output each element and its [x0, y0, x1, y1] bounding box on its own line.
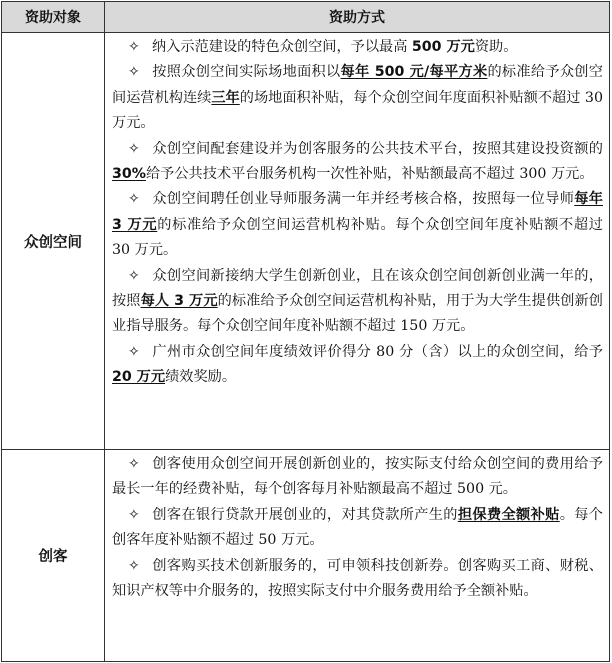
funding-item — [112, 452, 603, 503]
header-funding-method: 资助方式 — [105, 2, 610, 33]
funding-item — [112, 137, 603, 188]
highlighted-amount: 每年 3 万元 — [112, 191, 603, 233]
item-text: 众创空间聘任创业导师服务满一年并经考核合格，按照每一位导师 — [152, 191, 575, 208]
bullet-diamond-icon: ✧ — [128, 456, 140, 472]
highlighted-amount: 500 万元 — [411, 39, 475, 55]
funding-object-cell: 创客 — [2, 450, 105, 662]
item-text: 的标准给予众创空间运营机构连续 — [112, 64, 603, 106]
item-text: 的标准给予众创空间运营机构补贴，用于为大学生提供创新创业指导服务。每个众创空间年度补贴额不超过 150 万元。 — [112, 293, 603, 335]
header-funding-object: 资助对象 — [2, 2, 105, 33]
item-text: 资助。 — [474, 39, 518, 55]
bullet-diamond-icon: ✧ — [128, 140, 140, 157]
funding-item — [112, 554, 603, 605]
item-text: 广州市众创空间年度绩效评价得分 80 分（含）以上的众创空间，给予 — [152, 343, 603, 360]
highlighted-amount: 20 万元 — [112, 369, 166, 386]
item-text: 按照众创空间实际场地面积以 — [152, 64, 341, 81]
item-text: 创客在银行贷款开展创业的，对其贷款所产生的 — [152, 506, 458, 523]
funding-method-cell — [105, 450, 610, 662]
item-text: 众创空间配套建设并为创客服务的公共技术平台，按照其建设投资额的 — [152, 140, 603, 157]
item-text: 众创空间新接纳大学生创新创业，且在该众创空间创新创业满一年的，按照 — [112, 267, 603, 310]
item-text: 创客使用众创空间开展创新创业的，按实际支付给众创空间的费用给予最长一年的经费补贴，每个创客每月补贴额最高不超过 500 元。 — [112, 456, 603, 498]
bullet-diamond-icon: ✧ — [128, 191, 140, 208]
funding-item — [112, 503, 603, 554]
item-text: 的标准给予众创空间运营机构补贴。每个众创空间年度补贴额不超过 30 万元。 — [112, 216, 603, 259]
highlighted-amount: 30% — [112, 166, 146, 183]
bullet-diamond-icon: ✧ — [128, 39, 140, 55]
bullet-diamond-icon: ✧ — [128, 506, 140, 523]
item-text: 。每个创客年度补贴额不超过 50 万元。 — [112, 506, 603, 549]
funding-item — [112, 187, 603, 263]
highlighted-amount: 担保费全额补贴 — [457, 506, 560, 523]
funding-method-cell — [105, 33, 610, 450]
item-text: 创客购买技术创新服务的，可申领科技创新券。创客购买工商、财税、知识产权等中介服务的，按照实际支付中介服务费用给予全额补贴。 — [112, 557, 603, 600]
item-text: 的场地面积补贴，每个众创空间年度面积补贴额不超过 30 万元。 — [112, 89, 603, 132]
item-text: 给予公共技术平台服务机构一次性补贴，补贴额最高不超过 300 万元。 — [145, 166, 594, 183]
table-row — [2, 450, 610, 662]
bullet-diamond-icon: ✧ — [128, 343, 140, 360]
bullet-diamond-icon: ✧ — [128, 267, 140, 284]
funding-item — [112, 264, 603, 340]
funding-item — [112, 35, 603, 60]
highlighted-amount: 每年 500 元/每平方米 — [340, 64, 488, 81]
table-header-row — [2, 2, 610, 33]
item-text: 纳入示范建设的特色众创空间，予以最高 — [152, 39, 412, 55]
bullet-diamond-icon: ✧ — [128, 557, 140, 574]
funding-table — [1, 1, 610, 662]
highlighted-amount: 每人 3 万元 — [140, 293, 218, 310]
funding-object-cell: 众创空间 — [2, 33, 105, 450]
table-row — [2, 33, 610, 450]
funding-item — [112, 60, 603, 136]
bullet-diamond-icon: ✧ — [128, 64, 140, 81]
funding-item — [112, 340, 603, 391]
item-text: 绩效奖励。 — [165, 369, 237, 386]
highlighted-amount: 三年 — [211, 89, 240, 106]
